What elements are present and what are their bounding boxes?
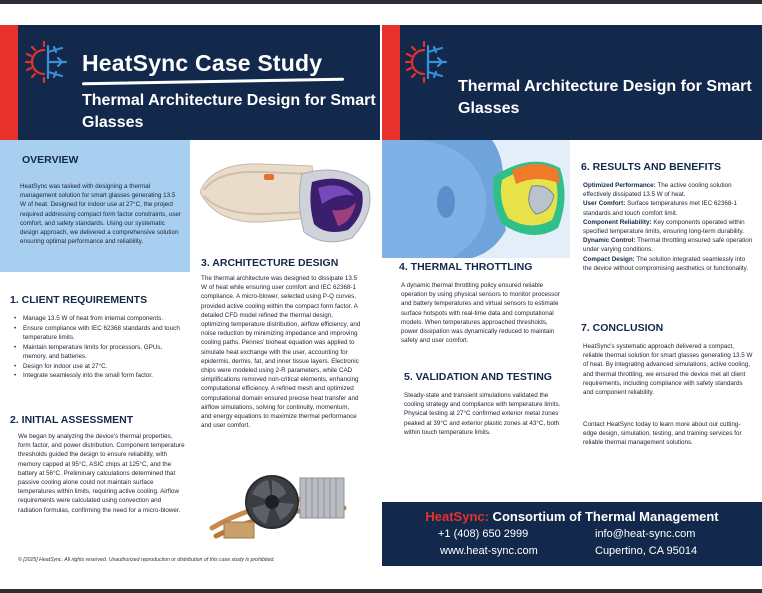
heatsink-image <box>202 468 352 546</box>
initial-assessment-text: We began by analyzing the device's thermal properties, form factor, and power distribution. Component temperature thresholds guided the design to ensure reliability, with memory capped at 95°C, ASIC chips at 125°C, and the battery at 56°C. Preliminary calculations determined that passive cooling alone could not maintain surface temperatures within limits, requiring active cooling. Airflow requirements were calculated using convection and radiation formulas, confirming the need for a micro-blower. <box>18 433 185 514</box>
footer-title <box>382 509 762 524</box>
item-text: The solution integrated seamlessly into the device without compromising aesthetics or functionality. <box>583 255 749 272</box>
thermal-throttling-heading: 4. THERMAL THROTTLING <box>399 261 533 273</box>
results-benefits-list <box>583 181 753 273</box>
headset-image <box>192 152 378 252</box>
item-label: User Comfort: <box>583 200 626 208</box>
sun-snowflake-icon <box>22 38 70 86</box>
top-border <box>0 0 762 4</box>
list-item: • Integrate seamlessly into the small form factor. <box>10 371 188 380</box>
list-item <box>583 255 753 273</box>
list-item: • Manage 13.5 W of heat from internal components. <box>10 314 188 323</box>
item-text: The active cooling solution effectively dissipated 13.5 W of heat. <box>583 182 732 199</box>
item-text: Key components operated within specified temperature limits, ensuring long-term durability. <box>583 218 745 236</box>
bottom-border <box>0 589 762 593</box>
list-item <box>583 236 753 254</box>
footer-website: www.heat-sync.com <box>440 545 538 557</box>
conclusion-heading: 7. CONCLUSION <box>581 322 664 334</box>
item-label: Component Reliability: <box>583 218 652 226</box>
footer-title-rest: Consortium of Thermal Management <box>488 509 719 524</box>
item-text: Surface temperatures met IEC 62368-1 standards and touch comfort limit. <box>583 200 737 217</box>
overview-text: HeatSync was tasked with designing a thermal management solution for smart glasses generating 13.5 W of heat. Designed for indoor use at 27°C, the project required addressing compact form factor constraints, user comfort, and safety standards. Using our systematic design approach, we delivered a comprehensive solution ensuring optimal performance and reliability. <box>20 183 181 246</box>
client-requirements-list <box>10 314 188 381</box>
conclusion-text: HeatSync's systematic approach delivered a compact, reliable thermal solution for smart glasses generating 13.5 W of heat. By integrating advanced simulations, active cooling, and thermal throttling, we ensured the device met all client requirements, including compliance with safety standards and component reliability. <box>583 343 753 397</box>
item-label: Compact Design: <box>583 255 635 263</box>
footer-brand: HeatSync: <box>425 509 489 524</box>
architecture-design-heading: 3. ARCHITECTURE DESIGN <box>201 257 339 269</box>
list-item <box>583 218 753 236</box>
copyright-notice: © [2025] HeatSync. All rights reserved. Unauthorized reproduction or distribution of this case study is prohibited. <box>18 557 275 563</box>
item-text: Thermal throttling ensured safe operation under varying conditions. <box>583 237 753 254</box>
red-accent-tab <box>0 25 18 140</box>
case-study-subtitle: Thermal Architecture Design for Smart Glasses <box>82 92 376 131</box>
architecture-design-text: The thermal architecture was designed to dissipate 13.5 W of heat while ensuring user comfort and IEC 62368-1 compliance. A micro-blower, selected using P-Q curves, provided active cooling within the compact form factor. A detailed CFD model refined the thermal design, optimizing temperature distribution, airflow efficiency, and noise reduction by minimizing impedance and improving cooling paths. Pennes' bioheat equation was applied to simulate heat exchange with the user, accounting for epidermis, dermis, fat, and inner tissue layers. Electronic chips were modeled using 2-R parameters, while CAD simplifications removed non-critical elements, enhancing computational efficiency. A refined mesh and optimized computational domain ensured precise heat transfer and airflow simulations, solving for continuity, momentum, and energy equations to maximize thermal performance and user comfort. <box>201 275 361 430</box>
item-label: Optimized Performance: <box>583 182 656 189</box>
list-item: • Maintain temperature limits for processors, GPUs, memory, and batteries. <box>10 343 188 361</box>
list-item: • Ensure compliance with IEC 62368 standards and touch temperature limits. <box>10 324 188 342</box>
validation-testing-text: Steady-state and transient simulations validated the cooling strategy and compliance with temperature limits. Physical testing at 27°C confirmed exterior metal zones peaked at 39°C and exterior plastic zones at 43°C, both within touch temperature limits. <box>404 392 561 436</box>
list-item: • Design for indoor use at 27°C. <box>10 362 188 371</box>
results-benefits-heading: 6. RESULTS AND BENEFITS <box>581 161 722 173</box>
footer-location: Cupertino, CA 95014 <box>595 545 698 557</box>
red-accent-tab-right <box>382 25 400 140</box>
footer-phone: +1 (408) 650 2999 <box>438 528 529 540</box>
case-study-title: HeatSync Case Study <box>82 50 323 76</box>
client-requirements-heading: 1. CLIENT REQUIREMENTS <box>10 294 148 306</box>
sun-snowflake-icon <box>402 38 450 86</box>
list-item <box>583 181 753 199</box>
initial-assessment-heading: 2. INITIAL ASSESSMENT <box>10 414 134 426</box>
footer-email: info@heat-sync.com <box>595 528 696 540</box>
item-label: Dynamic Control: <box>583 237 636 245</box>
contact-text: Contact HeatSync today to learn more about our cutting-edge design, simulation, testing, and training services for reliable thermal management solutions. <box>583 421 742 447</box>
thermal-simulation-image <box>382 140 570 258</box>
thermal-throttling-text: A dynamic thermal throttling policy ensured reliable operation by using physical sensors to monitor processor and battery temperatures and virtual sensors to estimate surface hotspots with real-time data and computational models. When temperatures approached thresholds, power dissipation was dynamically reduced to maintain safety and user comfort. <box>401 282 560 345</box>
page-title-right: Thermal Architecture Design for Smart Glasses <box>458 78 752 117</box>
validation-testing-heading: 5. VALIDATION AND TESTING <box>404 371 552 383</box>
overview-heading: OVERVIEW <box>22 154 79 166</box>
list-item <box>583 199 753 217</box>
